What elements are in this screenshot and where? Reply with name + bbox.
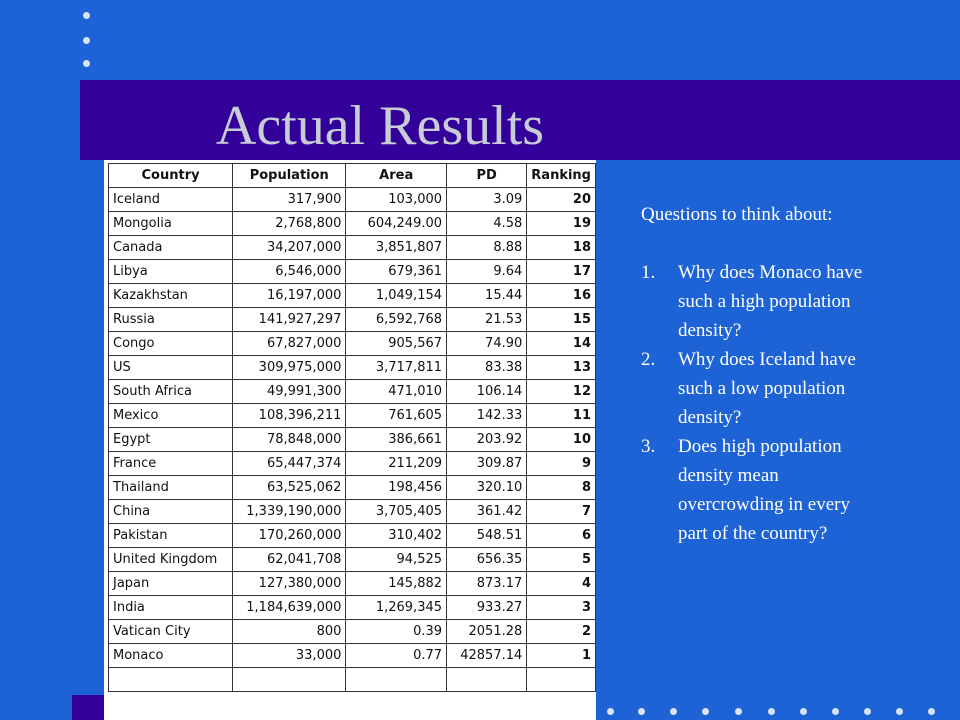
questions-heading: Questions to think about:: [641, 204, 833, 225]
cell-ranking: 6: [527, 524, 596, 548]
cell-ranking: 9: [527, 452, 596, 476]
cell-country: Mongolia: [109, 212, 233, 236]
cell-area: 471,010: [346, 380, 447, 404]
table-row: [109, 596, 596, 620]
cell-country: China: [109, 500, 233, 524]
cell-country: Thailand: [109, 476, 233, 500]
cell-ranking: 12: [527, 380, 596, 404]
cell-area: 145,882: [346, 572, 447, 596]
cell-ranking: 2: [527, 620, 596, 644]
bullet-dot: [928, 708, 935, 715]
cell-country: Russia: [109, 308, 233, 332]
table-row: [109, 308, 596, 332]
cell-pd: 4.58: [447, 212, 527, 236]
cell-area: 0.39: [346, 620, 447, 644]
question-number: 1.: [641, 262, 656, 283]
table-row: [109, 572, 596, 596]
cell-pd: 106.14: [447, 380, 527, 404]
cell-country: United Kingdom: [109, 548, 233, 572]
bullet-dot: [896, 708, 903, 715]
bullet-dot: [768, 708, 775, 715]
cell-pd: 203.92: [447, 428, 527, 452]
cell-country: Iceland: [109, 188, 233, 212]
cell-pd: 42857.14: [447, 644, 527, 668]
cell-ranking: 10: [527, 428, 596, 452]
cell-country: Canada: [109, 236, 233, 260]
table-row: [109, 476, 596, 500]
cell-pd: 309.87: [447, 452, 527, 476]
cell-country: Libya: [109, 260, 233, 284]
cell-area: 310,402: [346, 524, 447, 548]
cell-ranking: 3: [527, 596, 596, 620]
bullet-dot: [670, 708, 677, 715]
cell-country: Mexico: [109, 404, 233, 428]
cell-pd: 548.51: [447, 524, 527, 548]
cell-pd: 320.10: [447, 476, 527, 500]
question-item: [641, 258, 878, 345]
cell-area: 3,717,811: [346, 356, 447, 380]
empty-cell: [527, 668, 596, 692]
cell-population: 800: [233, 620, 346, 644]
cell-area: 3,851,807: [346, 236, 447, 260]
table-row: [109, 356, 596, 380]
cell-ranking: 20: [527, 188, 596, 212]
cell-area: 386,661: [346, 428, 447, 452]
cell-pd: 74.90: [447, 332, 527, 356]
cell-area: 1,269,345: [346, 596, 447, 620]
cell-ranking: 19: [527, 212, 596, 236]
cell-pd: 83.38: [447, 356, 527, 380]
cell-ranking: 13: [527, 356, 596, 380]
table-row: [109, 452, 596, 476]
results-table: [108, 163, 596, 692]
question-text: Does high population density mean overcrowding in every part of the country?: [678, 436, 850, 544]
cell-ranking: 8: [527, 476, 596, 500]
cell-area: 604,249.00: [346, 212, 447, 236]
cell-population: 78,848,000: [233, 428, 346, 452]
cell-population: 67,827,000: [233, 332, 346, 356]
cell-pd: 933.27: [447, 596, 527, 620]
cell-ranking: 15: [527, 308, 596, 332]
header-ranking: Ranking: [527, 164, 596, 188]
table-row: [109, 524, 596, 548]
header-area: Area: [346, 164, 447, 188]
cell-population: 33,000: [233, 644, 346, 668]
questions-list: [641, 258, 931, 548]
bullet-dot: [83, 37, 90, 44]
cell-country: Egypt: [109, 428, 233, 452]
cell-country: South Africa: [109, 380, 233, 404]
cell-area: 679,361: [346, 260, 447, 284]
empty-cell: [109, 668, 233, 692]
cell-ranking: 4: [527, 572, 596, 596]
cell-population: 16,197,000: [233, 284, 346, 308]
cell-pd: 9.64: [447, 260, 527, 284]
cell-ranking: 11: [527, 404, 596, 428]
cell-pd: 8.88: [447, 236, 527, 260]
table-row: [109, 332, 596, 356]
table-body: [109, 188, 596, 692]
question-text: Why does Iceland have such a low population density?: [678, 349, 856, 428]
cell-population: 62,041,708: [233, 548, 346, 572]
question-item: [641, 432, 878, 548]
cell-population: 108,396,211: [233, 404, 346, 428]
cell-area: 1,049,154: [346, 284, 447, 308]
cell-population: 49,991,300: [233, 380, 346, 404]
cell-population: 170,260,000: [233, 524, 346, 548]
cell-ranking: 14: [527, 332, 596, 356]
results-table-panel: [104, 160, 596, 720]
table-row: [109, 548, 596, 572]
cell-pd: 2051.28: [447, 620, 527, 644]
cell-area: 3,705,405: [346, 500, 447, 524]
cell-area: 6,592,768: [346, 308, 447, 332]
questions-panel: [641, 200, 931, 548]
cell-area: 761,605: [346, 404, 447, 428]
slide-title: Actual Results: [215, 95, 545, 157]
cell-population: 2,768,800: [233, 212, 346, 236]
question-item: [641, 345, 878, 432]
cell-pd: 656.35: [447, 548, 527, 572]
cell-ranking: 1: [527, 644, 596, 668]
table-row: [109, 500, 596, 524]
table-row: [109, 620, 596, 644]
cell-ranking: 18: [527, 236, 596, 260]
empty-cell: [447, 668, 527, 692]
cell-ranking: 5: [527, 548, 596, 572]
bullet-dot: [735, 708, 742, 715]
bullet-dot: [83, 60, 90, 67]
cell-country: US: [109, 356, 233, 380]
cell-population: 1,184,639,000: [233, 596, 346, 620]
cell-ranking: 17: [527, 260, 596, 284]
cell-area: 198,456: [346, 476, 447, 500]
bullet-dot: [864, 708, 871, 715]
cell-population: 127,380,000: [233, 572, 346, 596]
cell-country: Japan: [109, 572, 233, 596]
cell-population: 317,900: [233, 188, 346, 212]
table-row: [109, 212, 596, 236]
cell-population: 63,525,062: [233, 476, 346, 500]
question-number: 2.: [641, 349, 656, 370]
cell-ranking: 16: [527, 284, 596, 308]
cell-pd: 142.33: [447, 404, 527, 428]
bullet-dot: [83, 12, 90, 19]
cell-population: 141,927,297: [233, 308, 346, 332]
table-row: [109, 260, 596, 284]
bullet-dot: [832, 708, 839, 715]
header-pd: PD: [447, 164, 527, 188]
table-row: [109, 404, 596, 428]
cell-ranking: 7: [527, 500, 596, 524]
cell-population: 309,975,000: [233, 356, 346, 380]
cell-area: 211,209: [346, 452, 447, 476]
cell-country: France: [109, 452, 233, 476]
cell-area: 0.77: [346, 644, 447, 668]
bullet-dot: [702, 708, 709, 715]
cell-pd: 873.17: [447, 572, 527, 596]
header-population: Population: [233, 164, 346, 188]
question-number: 3.: [641, 436, 656, 457]
cell-pd: 361.42: [447, 500, 527, 524]
bullet-dot: [607, 708, 614, 715]
table-row: [109, 236, 596, 260]
table-row: [109, 284, 596, 308]
table-row-empty: [109, 668, 596, 692]
cell-population: 6,546,000: [233, 260, 346, 284]
empty-cell: [346, 668, 447, 692]
empty-cell: [233, 668, 346, 692]
cell-population: 65,447,374: [233, 452, 346, 476]
cell-country: Pakistan: [109, 524, 233, 548]
table-header-row: [109, 164, 596, 188]
cell-country: Congo: [109, 332, 233, 356]
question-text: Why does Monaco have such a high population density?: [678, 262, 863, 341]
cell-pd: 3.09: [447, 188, 527, 212]
table-row: [109, 188, 596, 212]
cell-country: Vatican City: [109, 620, 233, 644]
header-country: Country: [109, 164, 233, 188]
cell-country: Monaco: [109, 644, 233, 668]
table-row: [109, 428, 596, 452]
cell-population: 34,207,000: [233, 236, 346, 260]
bullet-dot: [800, 708, 807, 715]
cell-pd: 15.44: [447, 284, 527, 308]
cell-area: 103,000: [346, 188, 447, 212]
cell-area: 94,525: [346, 548, 447, 572]
cell-pd: 21.53: [447, 308, 527, 332]
cell-country: India: [109, 596, 233, 620]
cell-country: Kazakhstan: [109, 284, 233, 308]
cell-population: 1,339,190,000: [233, 500, 346, 524]
table-row: [109, 644, 596, 668]
bullet-dot: [638, 708, 645, 715]
table-row: [109, 380, 596, 404]
cell-area: 905,567: [346, 332, 447, 356]
